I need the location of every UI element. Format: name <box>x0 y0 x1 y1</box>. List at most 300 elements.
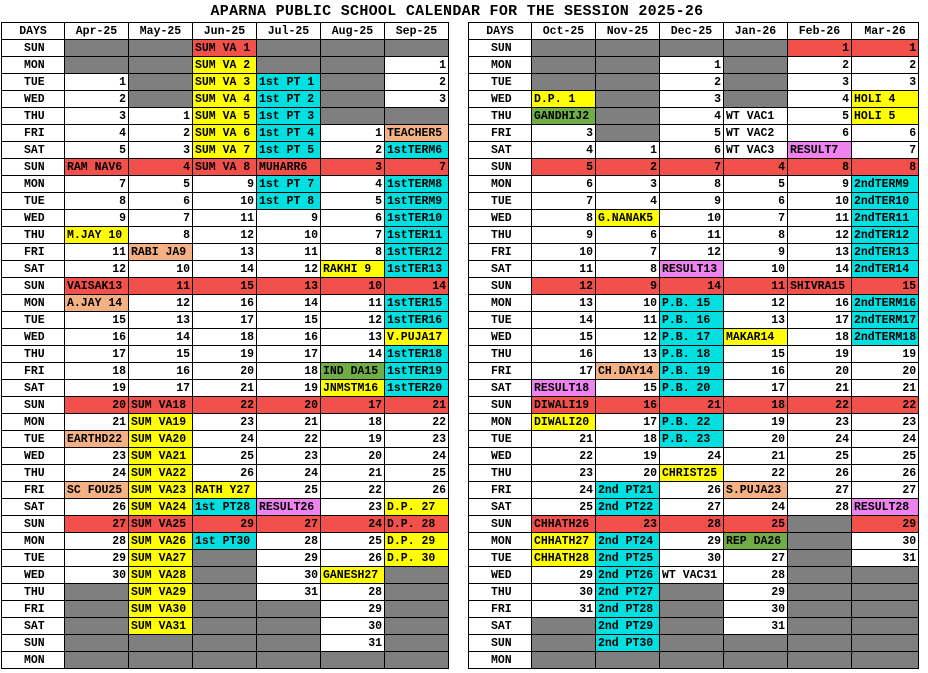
event-cell: SUM VA26 <box>129 533 193 550</box>
weekday-label: TUE <box>469 431 532 448</box>
date-cell: 7 <box>129 210 193 227</box>
empty-cell <box>321 57 385 74</box>
weekday-label: SUN <box>2 278 65 295</box>
date-cell: 7 <box>385 159 449 176</box>
weekday-label: SUN <box>469 40 532 57</box>
event-cell: SC FOU25 <box>65 482 129 499</box>
date-cell: 10 <box>193 193 257 210</box>
date-cell: 19 <box>852 346 919 363</box>
event-cell: RESULT26 <box>257 499 321 516</box>
calendar-row <box>2 193 449 210</box>
weekday-label: SAT <box>469 142 532 159</box>
date-cell: 30 <box>724 601 788 618</box>
calendar-row <box>2 431 449 448</box>
weekday-label: THU <box>469 584 532 601</box>
event-cell: 2nd PT29 <box>596 618 660 635</box>
date-cell: 26 <box>385 482 449 499</box>
weekday-label: WED <box>469 567 532 584</box>
weekday-label: FRI <box>469 482 532 499</box>
date-cell: 8 <box>596 261 660 278</box>
calendar-row <box>2 125 449 142</box>
date-cell: 25 <box>321 533 385 550</box>
empty-cell <box>385 584 449 601</box>
date-cell: 22 <box>321 482 385 499</box>
empty-cell <box>129 652 193 669</box>
empty-cell <box>257 57 321 74</box>
empty-cell <box>532 635 596 652</box>
calendar-row <box>2 363 449 380</box>
empty-cell <box>788 516 852 533</box>
empty-cell <box>596 57 660 74</box>
empty-cell <box>532 40 596 57</box>
date-cell: 5 <box>321 193 385 210</box>
calendar-row <box>2 312 449 329</box>
weekday-label: WED <box>2 448 65 465</box>
date-cell: 6 <box>129 193 193 210</box>
event-cell: SUM VA 5 <box>193 108 257 125</box>
event-cell: SUM VA28 <box>129 567 193 584</box>
date-cell: 20 <box>724 431 788 448</box>
date-cell: 30 <box>321 618 385 635</box>
calendar-row <box>469 465 919 482</box>
event-cell: 1st PT 4 <box>257 125 321 142</box>
date-cell: 13 <box>321 329 385 346</box>
date-cell: 21 <box>321 465 385 482</box>
weekday-label: THU <box>2 108 65 125</box>
weekday-label: SUN <box>2 40 65 57</box>
date-cell: 6 <box>660 142 724 159</box>
date-cell: 15 <box>65 312 129 329</box>
event-cell: RATH Y27 <box>193 482 257 499</box>
empty-cell <box>129 40 193 57</box>
date-cell: 3 <box>532 125 596 142</box>
event-cell: RESULT28 <box>852 499 919 516</box>
calendar-row <box>469 482 919 499</box>
calendar-row <box>469 261 919 278</box>
event-cell: 2ndTERM16 <box>852 295 919 312</box>
date-cell: 15 <box>257 312 321 329</box>
month-header: Apr-25 <box>65 23 129 40</box>
date-cell: 17 <box>788 312 852 329</box>
weekday-label: SAT <box>2 261 65 278</box>
empty-cell <box>724 91 788 108</box>
event-cell: HOLI 5 <box>852 108 919 125</box>
event-cell: 2nd PT28 <box>596 601 660 618</box>
empty-cell <box>596 91 660 108</box>
weekday-label: THU <box>2 227 65 244</box>
event-cell: VAISAK13 <box>65 278 129 295</box>
date-cell: 19 <box>321 431 385 448</box>
weekday-label: FRI <box>2 601 65 618</box>
event-cell: P.B. 17 <box>660 329 724 346</box>
date-cell: 9 <box>65 210 129 227</box>
date-cell: 19 <box>724 414 788 431</box>
date-cell: 17 <box>257 346 321 363</box>
date-cell: 28 <box>660 516 724 533</box>
event-cell: SUM VA 4 <box>193 91 257 108</box>
date-cell: 25 <box>852 448 919 465</box>
weekday-label: THU <box>2 584 65 601</box>
calendar-row <box>2 227 449 244</box>
date-cell: 22 <box>257 431 321 448</box>
date-cell: 6 <box>852 125 919 142</box>
empty-cell <box>852 635 919 652</box>
calendar-row <box>2 584 449 601</box>
date-cell: 28 <box>788 499 852 516</box>
date-cell: 26 <box>852 465 919 482</box>
date-cell: 20 <box>788 363 852 380</box>
date-cell: 13 <box>788 244 852 261</box>
event-cell: SUM VA 8 <box>193 159 257 176</box>
date-cell: 4 <box>532 142 596 159</box>
date-cell: 26 <box>788 465 852 482</box>
date-cell: 10 <box>129 261 193 278</box>
month-header: Dec-25 <box>660 23 724 40</box>
empty-cell <box>193 601 257 618</box>
date-cell: 9 <box>596 278 660 295</box>
date-cell: 23 <box>65 448 129 465</box>
date-cell: 6 <box>596 227 660 244</box>
weekday-label: WED <box>2 210 65 227</box>
event-cell: WT VAC1 <box>724 108 788 125</box>
calendar-row <box>2 499 449 516</box>
date-cell: 11 <box>532 261 596 278</box>
date-cell: 21 <box>788 380 852 397</box>
date-cell: 7 <box>532 193 596 210</box>
event-cell: SUM VA20 <box>129 431 193 448</box>
calendar-row <box>2 40 449 57</box>
date-cell: 18 <box>596 431 660 448</box>
empty-cell <box>724 40 788 57</box>
weekday-label: WED <box>469 329 532 346</box>
empty-cell <box>660 635 724 652</box>
weekday-label: SAT <box>2 618 65 635</box>
date-cell: 12 <box>129 295 193 312</box>
date-cell: 18 <box>257 363 321 380</box>
date-cell: 14 <box>385 278 449 295</box>
date-cell: 21 <box>65 414 129 431</box>
event-cell: P.B. 15 <box>660 295 724 312</box>
empty-cell <box>257 40 321 57</box>
calendar-row <box>469 533 919 550</box>
date-cell: 20 <box>852 363 919 380</box>
calendar-row <box>469 516 919 533</box>
date-cell: 11 <box>724 278 788 295</box>
weekday-label: FRI <box>469 244 532 261</box>
empty-cell <box>660 618 724 635</box>
date-cell: 1 <box>596 142 660 159</box>
event-cell: CHHATH28 <box>532 550 596 567</box>
date-cell: 18 <box>193 329 257 346</box>
event-cell: 1stTER20 <box>385 380 449 397</box>
date-cell: 12 <box>596 329 660 346</box>
weekday-label: MON <box>2 295 65 312</box>
date-cell: 15 <box>532 329 596 346</box>
date-cell: 11 <box>660 227 724 244</box>
date-cell: 7 <box>852 142 919 159</box>
date-cell: 22 <box>193 397 257 414</box>
event-cell: 1stTER15 <box>385 295 449 312</box>
calendar-row <box>2 329 449 346</box>
date-cell: 25 <box>257 482 321 499</box>
event-cell: 1stTERM9 <box>385 193 449 210</box>
weekday-label: TUE <box>469 74 532 91</box>
weekday-label: WED <box>2 567 65 584</box>
date-cell: 6 <box>532 176 596 193</box>
calendar-row <box>2 57 449 74</box>
event-cell: WT VAC31 <box>660 567 724 584</box>
date-cell: 8 <box>788 159 852 176</box>
date-cell: 8 <box>532 210 596 227</box>
date-cell: 9 <box>532 227 596 244</box>
date-cell: 23 <box>385 431 449 448</box>
weekday-label: TUE <box>2 193 65 210</box>
calendar-row <box>2 91 449 108</box>
event-cell: JNMSTM16 <box>321 380 385 397</box>
date-cell: 26 <box>660 482 724 499</box>
date-cell: 25 <box>193 448 257 465</box>
empty-cell <box>788 635 852 652</box>
event-cell: 1stTER10 <box>385 210 449 227</box>
date-cell: 30 <box>852 533 919 550</box>
date-cell: 11 <box>193 210 257 227</box>
date-cell: 2 <box>596 159 660 176</box>
event-cell: RAM NAV6 <box>65 159 129 176</box>
event-cell: RABI JA9 <box>129 244 193 261</box>
calendar-row <box>2 380 449 397</box>
event-cell: SUM VA21 <box>129 448 193 465</box>
date-cell: 8 <box>65 193 129 210</box>
date-cell: 5 <box>724 176 788 193</box>
event-cell: 1st PT28 <box>193 499 257 516</box>
date-cell: 17 <box>193 312 257 329</box>
calendar-row <box>469 244 919 261</box>
calendar-row <box>2 414 449 431</box>
empty-cell <box>257 618 321 635</box>
date-cell: 16 <box>532 346 596 363</box>
empty-cell <box>724 57 788 74</box>
event-cell: CHRIST25 <box>660 465 724 482</box>
date-cell: 7 <box>596 244 660 261</box>
date-cell: 4 <box>724 159 788 176</box>
weekday-label: SUN <box>469 516 532 533</box>
event-cell: SUM VA27 <box>129 550 193 567</box>
empty-cell <box>596 652 660 669</box>
date-cell: 21 <box>724 448 788 465</box>
date-cell: 3 <box>321 159 385 176</box>
calendar-row <box>2 295 449 312</box>
weekday-label: MON <box>2 57 65 74</box>
month-header: Mar-26 <box>852 23 919 40</box>
event-cell: SUM VA 7 <box>193 142 257 159</box>
event-cell: DIWALI19 <box>532 397 596 414</box>
weekday-label: MON <box>469 533 532 550</box>
date-cell: 28 <box>321 584 385 601</box>
empty-cell <box>257 601 321 618</box>
event-cell: 1stTER12 <box>385 244 449 261</box>
date-cell: 9 <box>193 176 257 193</box>
weekday-label: WED <box>2 91 65 108</box>
weekday-label: SAT <box>469 261 532 278</box>
event-cell: 1stTER19 <box>385 363 449 380</box>
date-cell: 25 <box>385 465 449 482</box>
calendar-row <box>469 329 919 346</box>
date-cell: 24 <box>852 431 919 448</box>
calendar-row <box>469 499 919 516</box>
date-cell: 22 <box>532 448 596 465</box>
date-cell: 31 <box>532 601 596 618</box>
date-cell: 28 <box>65 533 129 550</box>
calendar-row <box>2 465 449 482</box>
empty-cell <box>532 618 596 635</box>
header-row <box>469 23 919 40</box>
empty-cell <box>65 601 129 618</box>
date-cell: 20 <box>65 397 129 414</box>
calendar-row <box>469 142 919 159</box>
event-cell: SUM VA 6 <box>193 125 257 142</box>
date-cell: 16 <box>257 329 321 346</box>
calendar-row <box>469 550 919 567</box>
date-cell: 12 <box>724 295 788 312</box>
empty-cell <box>660 40 724 57</box>
event-cell: 2ndTERM17 <box>852 312 919 329</box>
event-cell: P.B. 16 <box>660 312 724 329</box>
event-cell: 1st PT 1 <box>257 74 321 91</box>
calendar-row <box>469 363 919 380</box>
weekday-label: WED <box>469 210 532 227</box>
date-cell: 3 <box>596 176 660 193</box>
weekday-label: THU <box>469 227 532 244</box>
date-cell: 27 <box>788 482 852 499</box>
date-cell: 7 <box>660 159 724 176</box>
event-cell: 2ndTER11 <box>852 210 919 227</box>
date-cell: 31 <box>321 635 385 652</box>
date-cell: 15 <box>193 278 257 295</box>
date-cell: 7 <box>321 227 385 244</box>
month-header: Jan-26 <box>724 23 788 40</box>
empty-cell <box>532 74 596 91</box>
empty-cell <box>321 108 385 125</box>
date-cell: 17 <box>129 380 193 397</box>
month-header: Aug-25 <box>321 23 385 40</box>
empty-cell <box>788 652 852 669</box>
date-cell: 16 <box>788 295 852 312</box>
date-cell: 3 <box>385 91 449 108</box>
empty-cell <box>65 635 129 652</box>
empty-cell <box>788 618 852 635</box>
date-cell: 30 <box>660 550 724 567</box>
date-cell: 21 <box>660 397 724 414</box>
weekday-label: FRI <box>2 482 65 499</box>
date-cell: 12 <box>788 227 852 244</box>
date-cell: 29 <box>65 550 129 567</box>
empty-cell <box>532 652 596 669</box>
empty-cell <box>596 40 660 57</box>
calendar-row <box>469 567 919 584</box>
date-cell: 2 <box>321 142 385 159</box>
date-cell: 16 <box>596 397 660 414</box>
calendar-row <box>2 108 449 125</box>
weekday-label: WED <box>2 329 65 346</box>
event-cell: P.B. 20 <box>660 380 724 397</box>
empty-cell <box>385 40 449 57</box>
event-cell: SUM VA24 <box>129 499 193 516</box>
date-cell: 25 <box>788 448 852 465</box>
date-cell: 25 <box>724 516 788 533</box>
date-cell: 24 <box>788 431 852 448</box>
calendar-row <box>2 176 449 193</box>
empty-cell <box>532 57 596 74</box>
event-cell: IND DA15 <box>321 363 385 380</box>
date-cell: 8 <box>129 227 193 244</box>
event-cell: SHIVRA15 <box>788 278 852 295</box>
date-cell: 14 <box>788 261 852 278</box>
date-cell: 2 <box>65 91 129 108</box>
date-cell: 28 <box>724 567 788 584</box>
date-cell: 11 <box>257 244 321 261</box>
event-cell: SUM VA23 <box>129 482 193 499</box>
calendar-row <box>469 40 919 57</box>
date-cell: 21 <box>193 380 257 397</box>
empty-cell <box>65 40 129 57</box>
event-cell: DIWALI20 <box>532 414 596 431</box>
weekday-label: SUN <box>469 278 532 295</box>
date-cell: 4 <box>129 159 193 176</box>
weekday-label: TUE <box>2 74 65 91</box>
empty-cell <box>129 57 193 74</box>
date-cell: 12 <box>532 278 596 295</box>
empty-cell <box>193 567 257 584</box>
date-cell: 17 <box>532 363 596 380</box>
calendar-row <box>469 380 919 397</box>
calendar-row <box>469 601 919 618</box>
calendar-row <box>2 278 449 295</box>
event-cell: P.B. 22 <box>660 414 724 431</box>
empty-cell <box>596 74 660 91</box>
date-cell: 10 <box>257 227 321 244</box>
date-cell: 16 <box>193 295 257 312</box>
date-cell: 27 <box>852 482 919 499</box>
date-cell: 23 <box>788 414 852 431</box>
empty-cell <box>129 74 193 91</box>
date-cell: 10 <box>596 295 660 312</box>
weekday-label: SUN <box>2 159 65 176</box>
date-cell: 4 <box>596 193 660 210</box>
weekday-label: FRI <box>469 125 532 142</box>
date-cell: 14 <box>321 346 385 363</box>
empty-cell <box>129 91 193 108</box>
event-cell: 1stTER16 <box>385 312 449 329</box>
empty-cell <box>385 635 449 652</box>
date-cell: 16 <box>724 363 788 380</box>
event-cell: SUM VA29 <box>129 584 193 601</box>
event-cell: SUM VA 1 <box>193 40 257 57</box>
calendar-row <box>469 108 919 125</box>
event-cell: SUM VA31 <box>129 618 193 635</box>
calendar-row <box>469 346 919 363</box>
event-cell: SUM VA19 <box>129 414 193 431</box>
date-cell: 13 <box>257 278 321 295</box>
date-cell: 3 <box>65 108 129 125</box>
event-cell: 2nd PT30 <box>596 635 660 652</box>
date-cell: 20 <box>193 363 257 380</box>
weekday-label: SUN <box>2 397 65 414</box>
date-cell: 14 <box>129 329 193 346</box>
date-cell: 24 <box>65 465 129 482</box>
date-cell: 25 <box>532 499 596 516</box>
empty-cell <box>193 635 257 652</box>
empty-cell <box>321 74 385 91</box>
